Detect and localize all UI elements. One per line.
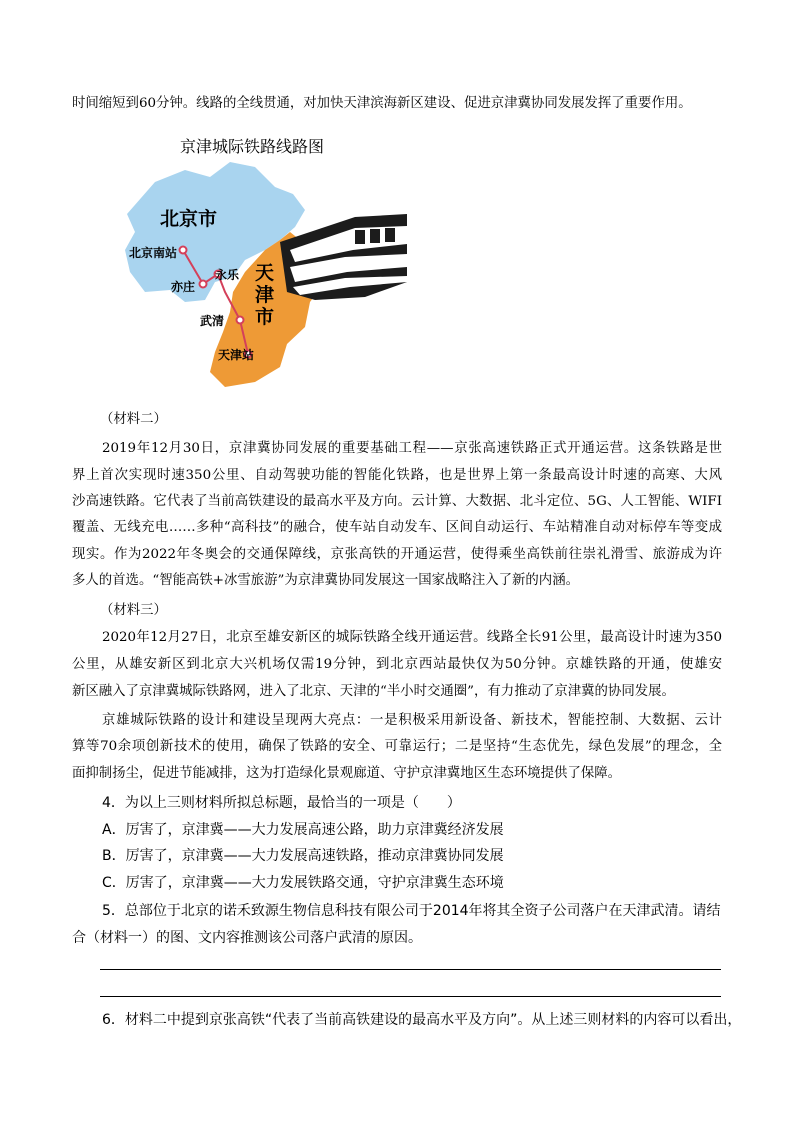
- question5-line: 合（材料一）的图、文内容推测该公司落户武清的原因。: [72, 930, 422, 946]
- material3-label: （材料三）: [100, 603, 167, 618]
- station-dot-yizhuang: [200, 281, 207, 288]
- station-label-beijing-south: 北京南站: [129, 246, 178, 260]
- map-label-tianjin-3: 市: [255, 306, 275, 328]
- question4-option-b[interactable]: B．厉害了，京津冀——大力发展高速铁路，推动京津冀协同发展: [102, 848, 504, 864]
- station-label-tianjin: 天津站: [218, 348, 255, 362]
- map-label-tianjin-2: 津: [255, 284, 275, 306]
- station-dot-beijing-south: [180, 247, 187, 254]
- material3-line: 算等70余项创新技术的使用，确保了铁路的安全、可靠运行；二是坚持“生态优先，绿色发展”的理念，全: [72, 739, 722, 754]
- map-title: 京津城际铁路线路图: [180, 137, 325, 156]
- material3-line: 面抑制扬尘，促进节能减排，这为打造绿化景观廊道、守护京津冀地区生态环境提供了保障。: [72, 766, 622, 781]
- route-map-figure: [115, 132, 408, 394]
- question5-line: 5．总部位于北京的诺禾致源生物信息科技有限公司于2014年将其全资子公司落户在天津武清。请结: [102, 903, 721, 919]
- material3-line: 京雄城际铁路的设计和建设呈现两大亮点：一是积极采用新设备、新技术，智能控制、大数据、云计: [102, 713, 722, 728]
- material2-label: （材料二）: [100, 412, 167, 427]
- question4-option-c[interactable]: C．厉害了，京津冀——大力发展铁路交通，守护京津冀生态环境: [102, 875, 504, 891]
- material3-line: 新区融入了京津冀城际铁路网，进入了北京、天津的“半小时交通圈”，有力推动了京津冀的协同发展。: [72, 684, 675, 699]
- material2-line: 多人的首选。“智能高铁+冰雪旅游”为京津冀协同发展这一国家战略注入了新的内涵。: [72, 573, 579, 588]
- station-label-yongle: 永乐: [215, 268, 240, 282]
- intro-line: 时间缩短到60分钟。线路的全线贯通，对加快天津滨海新区建设、促进京津冀协同发展发挥了重要作用。: [72, 96, 692, 111]
- answer-line[interactable]: [100, 969, 721, 970]
- material2-line: 覆盖、无线充电……多种“高科技”的融合，使车站自动发车、区间自动运行、车站精准自动对标停车等变成: [72, 520, 722, 535]
- answer-line[interactable]: [100, 996, 721, 997]
- material2-line: 界上首次实现时速350公里、自动驾驶功能的智能化铁路，也是世界上第一条最高设计时速的高寒、大风: [72, 468, 722, 483]
- question6-line: 6．材料二中提到京张高铁“代表了当前高铁建设的最高水平及方向”。从上述三则材料的内容可以看出，: [102, 1012, 742, 1028]
- question4-stem: 4．为以上三则材料所拟总标题，最恰当的一项是（ ）: [102, 795, 461, 811]
- station-dot-wuqing: [237, 317, 244, 324]
- material2-line: 沙高速铁路。它代表了当前高铁建设的最高水平及方向。云计算、大数据、北斗定位、5G、人工智能、WIFI: [72, 494, 722, 509]
- train-illustration: [280, 214, 407, 300]
- material3-line: 2020年12月27日，北京至雄安新区的城际铁路全线开通运营。线路全长91公里，最高设计时速为350: [102, 630, 722, 645]
- material2-line: 2019年12月30日，京津冀协同发展的重要基础工程——京张高速铁路正式开通运营。这条铁路是世: [102, 441, 722, 456]
- station-label-yizhuang: 亦庄: [171, 280, 196, 294]
- material2-line: 现实。作为2022年冬奥会的交通保障线，京张高铁的开通运营，使得乘坐高铁前往崇礼滑雪、旅游成为许: [72, 547, 722, 562]
- question4-option-a[interactable]: A．厉害了，京津冀——大力发展高速公路，助力京津冀经济发展: [102, 822, 504, 838]
- station-label-wuqing: 武清: [200, 314, 225, 328]
- map-label-tianjin-1: 天: [255, 262, 275, 284]
- material3-line: 公里，从雄安新区到北京大兴机场仅需19分钟，到北京西站最快仅为50分钟。京雄铁路的开通，使雄安: [72, 657, 722, 672]
- map-label-beijing: 北京市: [160, 208, 218, 230]
